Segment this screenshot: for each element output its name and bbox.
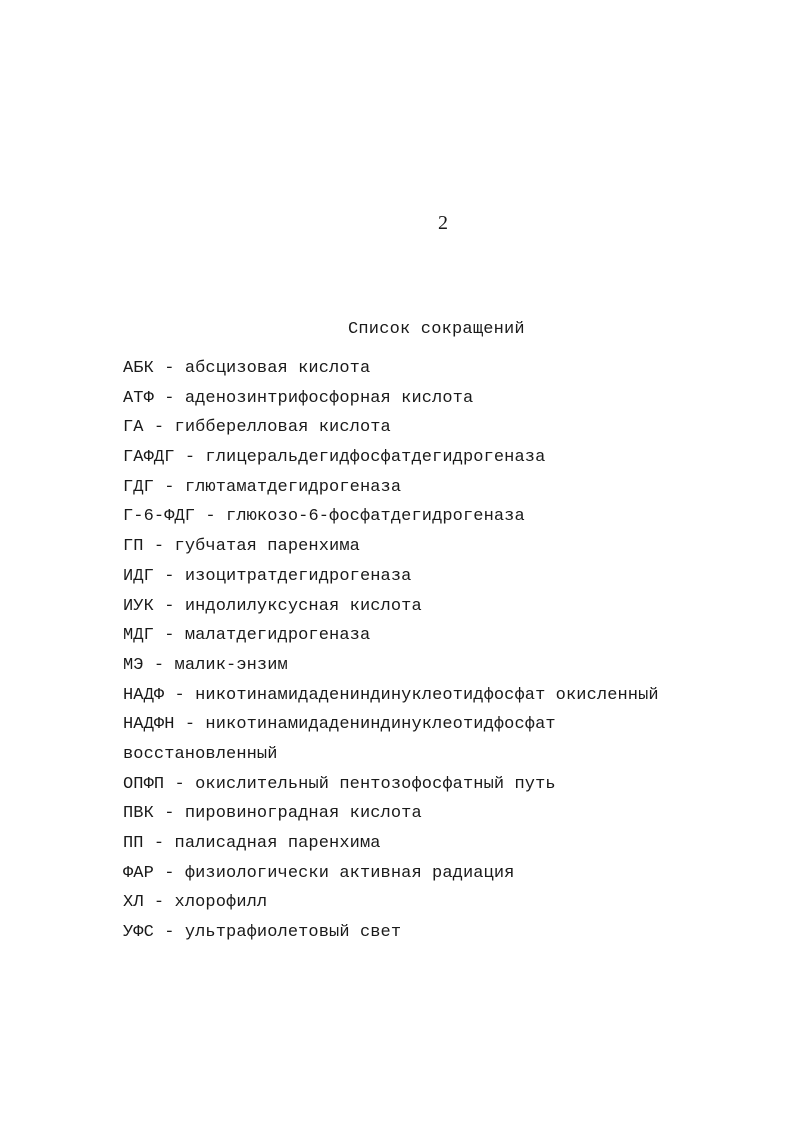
abbreviation-item — [123, 565, 659, 595]
abbreviation-item — [123, 357, 659, 387]
abbreviation-term: ФАР - — [123, 864, 185, 883]
abbreviation-term: ПП - — [123, 834, 175, 853]
abbreviation-item — [123, 624, 659, 654]
abbreviation-item — [123, 891, 659, 921]
abbreviation-term: ОПФП - — [123, 775, 195, 794]
abbreviation-definition: физиологически активная радиация — [184, 863, 515, 883]
abbreviation-definition: малатдегидрогеназа — [184, 626, 371, 646]
abbreviation-continuation — [123, 743, 659, 773]
abbreviation-term: ГП - — [123, 537, 175, 556]
abbreviation-definition: глютаматдегидрогеназа — [184, 477, 402, 497]
abbreviation-definition: никотинамидадениндинуклеотидфосфат — [205, 715, 556, 735]
abbreviation-item — [123, 505, 659, 535]
abbreviation-term: АБК - — [123, 359, 185, 378]
abbreviation-definition: хлорофилл — [174, 893, 268, 913]
abbreviation-definition: глицеральдегидфосфатдегидрогеназа — [205, 448, 546, 468]
abbreviation-definition: индолилуксусная кислота — [184, 596, 422, 616]
abbreviation-item — [123, 446, 659, 476]
abbreviation-term: ПВК - — [123, 804, 185, 823]
abbreviation-term: НАДФ - — [123, 686, 195, 705]
abbreviation-definition: палисадная паренхима — [174, 834, 381, 853]
abbreviation-term: ГДГ - — [123, 478, 185, 497]
page-number: 2 — [438, 212, 448, 234]
abbreviation-item — [123, 416, 659, 446]
abbreviation-definition: пировиноградная кислота — [184, 804, 422, 824]
abbreviation-term: МДГ - — [123, 626, 185, 645]
abbreviation-item — [123, 387, 659, 417]
abbreviation-definition: окислительный пентозофосфатный путь — [195, 774, 556, 794]
abbreviation-term: НАДФН - — [123, 715, 205, 734]
abbreviation-term: ИДГ - — [123, 567, 185, 586]
abbreviation-list — [123, 357, 659, 951]
abbreviation-item — [123, 595, 659, 625]
abbreviation-item — [123, 684, 659, 714]
abbreviation-definition: гибберелловая кислота — [174, 418, 391, 438]
abbreviation-definition: никотинамидадениндинуклеотидфосфат окисленный — [195, 685, 659, 705]
abbreviation-item — [123, 654, 659, 684]
abbreviation-item — [123, 713, 659, 743]
abbreviation-definition: аденозинтрифосфорная кислота — [184, 388, 474, 408]
abbreviation-term: МЭ - — [123, 656, 175, 675]
abbreviation-definition: малик-энзим — [174, 655, 288, 675]
abbreviation-item — [123, 802, 659, 832]
abbreviation-term: Г-6-ФДГ - — [123, 507, 226, 526]
abbreviation-term: ГА - — [123, 418, 175, 437]
abbreviation-term: АТФ - — [123, 389, 185, 408]
abbreviation-item — [123, 476, 659, 506]
abbreviation-item — [123, 832, 659, 862]
abbreviation-term: ХЛ - — [123, 893, 175, 912]
abbreviation-term: ИУК - — [123, 597, 185, 616]
abbreviation-item — [123, 535, 659, 565]
abbreviation-definition: абсцизовая кислота — [184, 359, 371, 378]
abbreviation-item — [123, 921, 659, 951]
abbreviation-term: ГАФДГ - — [123, 448, 205, 467]
abbreviation-term: УФС - — [123, 923, 185, 942]
abbreviation-item — [123, 773, 659, 803]
abbreviation-definition: глюкозо-6-фосфатдегидрогеназа — [226, 507, 525, 527]
abbreviation-definition-continuation: восстановленный — [123, 744, 278, 764]
abbreviation-definition: изоцитратдегидрогеназа — [184, 566, 412, 586]
abbreviation-item — [123, 862, 659, 892]
abbreviation-definition: ультрафиолетовый свет — [184, 923, 402, 943]
abbreviation-definition: губчатая паренхима — [174, 537, 360, 557]
page-title: Список сокращений — [348, 320, 525, 339]
